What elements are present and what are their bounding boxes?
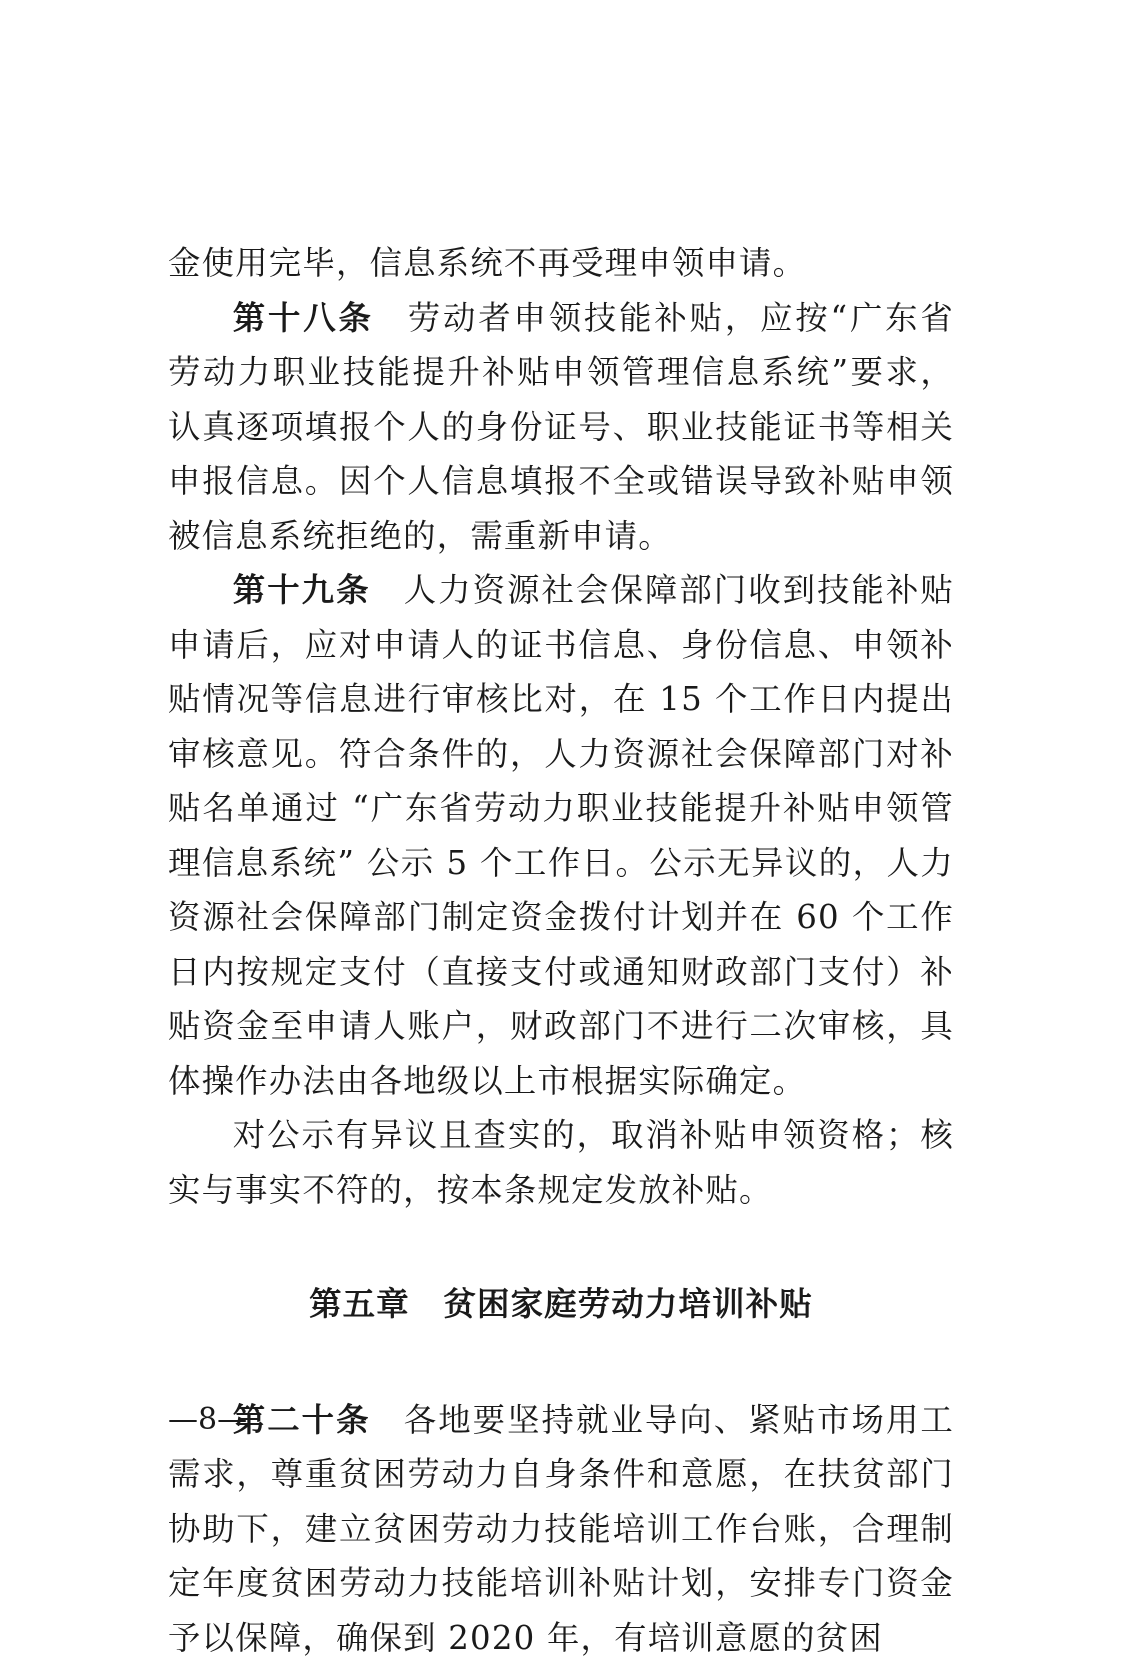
article-label: 第十八条 [233, 299, 374, 337]
paragraph-objection [168, 1108, 954, 1217]
article-18 [168, 291, 954, 564]
page-number: —8— [168, 1402, 247, 1437]
article-text: 各地要坚持就业导向、紧贴市场用工需求，尊重贫困劳动力自身条件和意愿，在扶贫部门协助下，建立贫困劳动力技能培训工作台账，合理制定年度贫困劳动力技能培训补贴计划，安排专门资金予以保障，确保到 2020 年，有培训意愿的贫困 [168, 1401, 954, 1657]
paragraph-text: 对公示有异议且查实的，取消补贴申领资格；核实与事实不符的，按本条规定发放补贴。 [168, 1116, 954, 1209]
document-body [168, 236, 954, 1665]
article-label: 第二十条 [233, 1401, 371, 1439]
article-20 [168, 1393, 954, 1665]
paragraph-continuation [168, 236, 954, 291]
article-19 [168, 563, 954, 1108]
paragraph-text: 金使用完毕，信息系统不再受理申领申请。 [168, 244, 806, 282]
chapter-title: 第五章 贫困家庭劳动力培训补贴 [168, 1277, 954, 1332]
article-label: 第十九条 [233, 571, 371, 609]
article-text: 人力资源社会保障部门收到技能补贴申请后，应对申请人的证书信息、身份信息、申领补贴情况等信息进行审核比对，在 15 个工作日内提出审核意见。符合条件的，人力资源社会保障部门对补贴名单通过 “广东省劳动力职业技能提升补贴申领管理信息系统” 公示 5 个工作日。公示无异议的，人力资源社会保障部门制定资金拨付计划并在 60 个工作日内按规定支付（直接支付或通知财政部门支付）补贴资金至申请人账户，财政部门不进行二次审核，具体操作办法由各地级以上市根据实际确定。 [168, 571, 954, 1100]
article-text: 劳动者申领技能补贴，应按“广东省劳动力职业技能提升补贴申领管理信息系统”要求，认真逐项填报个人的身份证号、职业技能证书等相关申报信息。因个人信息填报不全或错误导致补贴申领被信息系统拒绝的，需重新申请。 [168, 299, 954, 555]
